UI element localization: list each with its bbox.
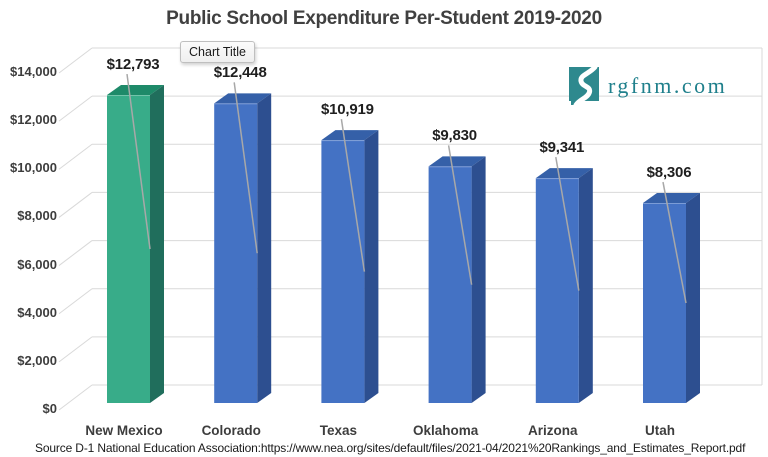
data-label: $10,919: [320, 101, 374, 119]
x-axis-label: Arizona: [528, 423, 578, 438]
bar-side-face[interactable]: [686, 193, 700, 403]
bar-side-face[interactable]: [364, 130, 378, 403]
y-axis-label: $14,000: [10, 63, 57, 79]
axis-tick-line: [59, 337, 92, 362]
y-axis-label: $2,000: [17, 352, 57, 368]
axis-tick-line: [59, 289, 92, 314]
x-axis-label: Oklahoma: [412, 423, 479, 438]
bar[interactable]: [321, 140, 364, 403]
y-axis-label: $8,000: [17, 208, 57, 224]
bar-side-face[interactable]: [150, 85, 164, 403]
source-citation: Source D-1 National Education Association:https://www.nea.org/sites/default/files/2021-04/2021%20Rankings_and_Estimates_Report.pdf: [35, 441, 746, 455]
bar[interactable]: [643, 203, 686, 403]
x-axis-label: Texas: [319, 423, 358, 438]
rgfnm-logo: [568, 66, 727, 106]
logo-text: rgfnm.com: [608, 73, 728, 98]
bar[interactable]: [214, 103, 257, 403]
chart-title-tooltip: Chart Title: [180, 41, 255, 63]
x-axis-label: Colorado: [201, 423, 261, 438]
bar-side-face[interactable]: [257, 93, 271, 403]
bar-side-face[interactable]: [472, 156, 486, 403]
bar[interactable]: [536, 178, 579, 403]
axis-tick-line: [59, 385, 92, 410]
axis-tick-line: [59, 241, 92, 266]
bar-side-face[interactable]: [579, 168, 593, 403]
x-axis-label: Utah: [645, 423, 675, 438]
y-axis-label: $0: [42, 401, 57, 416]
bar[interactable]: [107, 95, 150, 403]
y-axis-label: $10,000: [10, 160, 57, 176]
axis-tick-line: [59, 192, 92, 217]
y-axis-label: $4,000: [17, 304, 57, 320]
data-label: $8,306: [646, 164, 692, 182]
new-mexico-river-icon: [568, 67, 599, 105]
x-axis-label: New Mexico: [85, 423, 163, 438]
data-label: $9,341: [539, 139, 585, 157]
data-label: $9,830: [432, 127, 477, 145]
data-label: $12,793: [106, 56, 160, 74]
axis-tick-line: [59, 144, 92, 169]
bar[interactable]: [429, 166, 472, 403]
y-axis-label: $12,000: [10, 112, 57, 128]
y-axis-label: $6,000: [17, 256, 57, 272]
chart-title: Public School Expenditure Per-Student 2019-2020: [166, 8, 602, 29]
axis-tick-line: [59, 96, 92, 121]
data-label: $12,448: [213, 64, 267, 82]
